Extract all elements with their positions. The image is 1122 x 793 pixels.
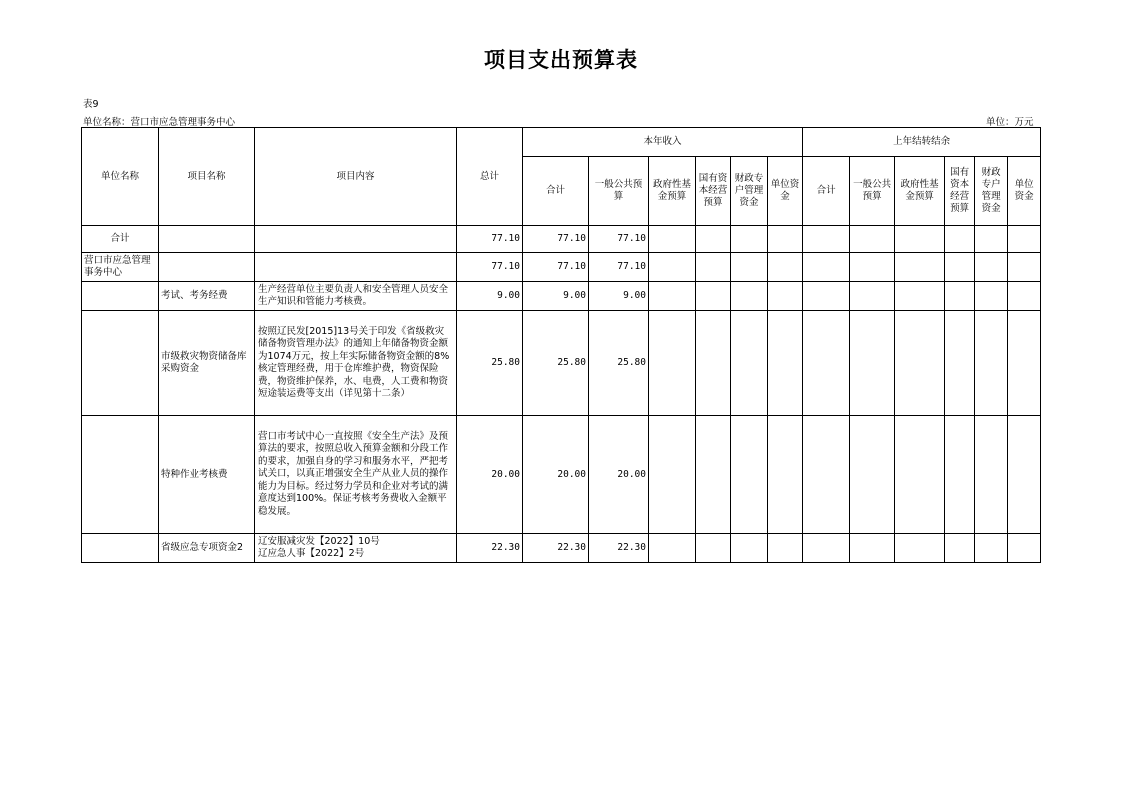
- table-row: [82, 416, 1041, 534]
- budget-table: [81, 127, 1041, 563]
- header-last-year: 上年结转结余: [803, 128, 1041, 157]
- cell-general: 77.10: [589, 253, 649, 282]
- header-state-capital: 国有资本经营预算: [696, 157, 731, 226]
- header-ly-unit-funds: 单位资金: [1008, 157, 1041, 226]
- cell-total: 77.10: [457, 253, 523, 282]
- header-ly-gov-fund: 政府性基金预算: [895, 157, 945, 226]
- cell-total: 22.30: [457, 534, 523, 563]
- cell-unit: [82, 282, 159, 311]
- cell-subtotal: 20.00: [523, 416, 589, 534]
- cell-project: [159, 253, 255, 282]
- cell-content-line: 辽安服减灾发【2022】10号: [258, 535, 380, 547]
- header-unit-funds: 单位资金: [768, 157, 803, 226]
- header-this-year: 本年收入: [523, 128, 803, 157]
- cell-content: 营口市考试中心一直按照《安全生产法》及预算法的要求，按照总收入预算金额和分段工作的要求，加强自身的学习和服务水平，严把考试关口，以真正增强安全生产从业人员的操作能力为目标。经过努力学员和企业对考试的满意度达到100%。保证考核考务费收入金额平稳发展。: [255, 416, 457, 534]
- cell-content: [255, 253, 457, 282]
- header-total: 总计: [457, 128, 523, 226]
- cell-general: 22.30: [589, 534, 649, 563]
- cell-project: 特种作业考核费: [159, 416, 255, 534]
- cell-subtotal: 77.10: [523, 253, 589, 282]
- cell-subtotal: 9.00: [523, 282, 589, 311]
- table-row: [82, 226, 1041, 253]
- header-unit: 单位名称: [82, 128, 159, 226]
- cell-content: [255, 226, 457, 253]
- cell-total: 9.00: [457, 282, 523, 311]
- table-row: [82, 534, 1041, 563]
- table-row: [82, 253, 1041, 282]
- header-fiscal-special: 财政专户管理资金: [731, 157, 768, 226]
- cell-total: 20.00: [457, 416, 523, 534]
- cell-total: 77.10: [457, 226, 523, 253]
- cell-unit: [82, 534, 159, 563]
- header-subtotal: 合计: [523, 157, 589, 226]
- header-general-budget: 一般公共预算: [589, 157, 649, 226]
- cell-content-line: 辽应急人事【2022】2号: [258, 548, 365, 559]
- unit-name-label: 单位名称：营口市应急管理事务中心: [83, 117, 236, 128]
- cell-unit: [82, 311, 159, 416]
- cell-project: 省级应急专项资金2: [159, 534, 255, 563]
- cell-general: 77.10: [589, 226, 649, 253]
- unit-measure-label: 单位：万元: [986, 117, 1034, 128]
- cell-project: 考试、考务经费: [159, 282, 255, 311]
- cell-general: 9.00: [589, 282, 649, 311]
- header-ly-total: 合计: [803, 157, 850, 226]
- cell-project: [159, 226, 255, 253]
- header-ly-state-capital: 国有资本经营预算: [945, 157, 975, 226]
- cell-total: 25.80: [457, 311, 523, 416]
- table-number: 表9: [83, 99, 99, 110]
- cell-content: 生产经营单位主要负责人和安全管理人员安全生产知识和管能力考核费。: [255, 282, 457, 311]
- header-row-1: [82, 128, 1041, 157]
- cell-project: 市级救灾物资储备库采购资金: [159, 311, 255, 416]
- cell-general: 25.80: [589, 311, 649, 416]
- header-ly-fiscal-special: 财政专户管理资金: [975, 157, 1008, 226]
- page-title: 项目支出预算表: [484, 48, 638, 72]
- header-ly-general: 一般公共预算: [850, 157, 895, 226]
- table-row: [82, 282, 1041, 311]
- cell-unit: 合计: [82, 226, 159, 253]
- cell-general: 20.00: [589, 416, 649, 534]
- header-gov-fund: 政府性基金预算: [649, 157, 696, 226]
- cell-unit: [82, 416, 159, 534]
- cell-unit: 营口市应急管理事务中心: [82, 253, 159, 282]
- header-project: 项目名称: [159, 128, 255, 226]
- cell-subtotal: 22.30: [523, 534, 589, 563]
- cell-content: 按照辽民发[2015]13号关于印发《省级救灾储备物资管理办法》的通知上年储备物资金额为1074万元，按上年实际储备物资金额的8%核定管理经费，用于仓库维护费，物资保险费，物资维护保养，水、电费，人工费和物资短途装运费等支出（详见第十二条）: [255, 311, 457, 416]
- table-row: [82, 311, 1041, 416]
- cell-subtotal: 25.80: [523, 311, 589, 416]
- header-content: 项目内容: [255, 128, 457, 226]
- cell-content: [255, 534, 457, 563]
- cell-subtotal: 77.10: [523, 226, 589, 253]
